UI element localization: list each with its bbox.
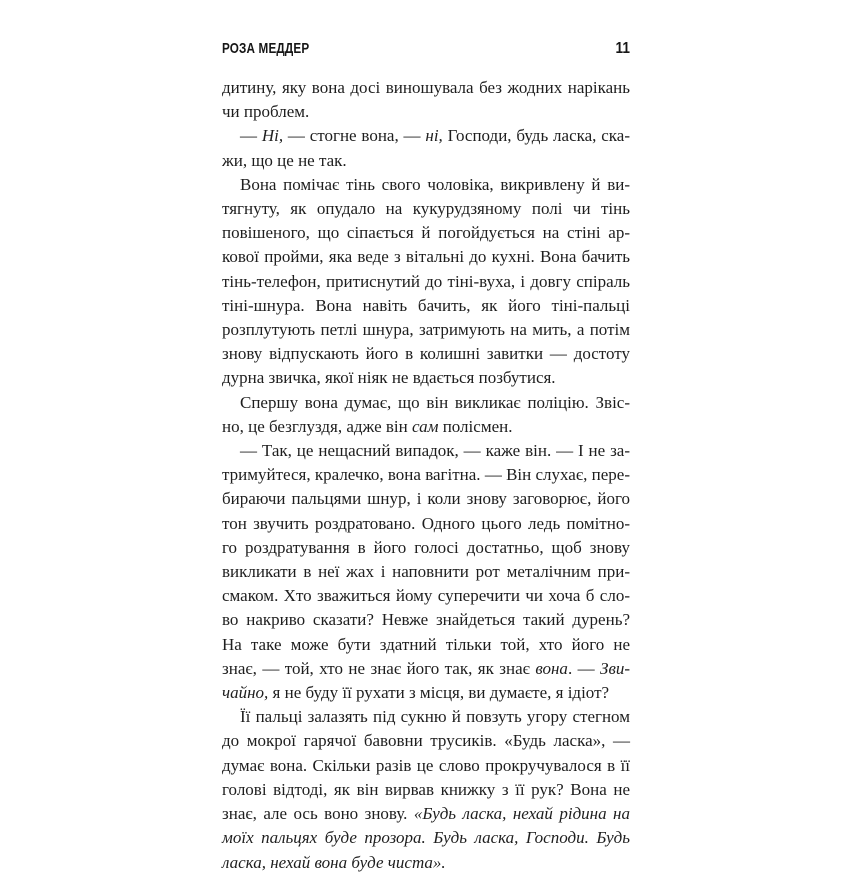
- text-line: [222, 560, 630, 584]
- text-run: я не буду її рухати з місця, ви думаєте, я ідіот?: [268, 683, 610, 703]
- text-run: тримуйтеся, кралечко, вона вагітна. — Він слухає, пере-: [222, 465, 630, 485]
- text-line: [222, 391, 630, 415]
- text-line: [222, 657, 630, 681]
- italic-text: Ні,: [261, 126, 284, 146]
- text-line: [222, 245, 630, 269]
- text-run: тіні-шнура. Вона навіть бачить, як його тіні-пальці: [222, 295, 630, 315]
- text-line: [222, 608, 630, 632]
- italic-text: «Будь ласка, нехай рідина на: [413, 804, 630, 824]
- text-line: [222, 681, 630, 705]
- text-run: тон звучить роздратовано. Одного цього ледь помітно-: [222, 513, 630, 533]
- text-run: дурна звичка, якої ніяк не вдається позбутися.: [222, 368, 556, 388]
- text-line: [222, 124, 630, 148]
- text-line: [222, 754, 630, 778]
- text-run: думає вона. Скільки разів це слово прокручувалося в її: [222, 755, 630, 775]
- text-line: [222, 439, 630, 463]
- italic-text: ні,: [425, 126, 443, 146]
- text-line: [222, 826, 630, 850]
- paragraph: [222, 124, 630, 172]
- text-run: розплутують петлі шнура, затримують на мить, а потім: [222, 320, 630, 340]
- text-run: На таке може бути здатний тільки той, хто його не: [222, 634, 630, 654]
- text-line: [222, 512, 630, 536]
- text-line: [222, 270, 630, 294]
- text-run: чи проблем.: [222, 102, 310, 122]
- text-line: [222, 851, 630, 875]
- text-run: жи, що це не так.: [222, 150, 347, 170]
- text-run: го роздратування в його голосі достатньо, щоб знову: [222, 537, 630, 557]
- text-line: [222, 802, 630, 826]
- text-run: знає, але ось воно знову.: [222, 804, 414, 824]
- text-line: [222, 415, 630, 439]
- running-head: РОЗА МЕДДЕР: [222, 40, 310, 57]
- paragraph: [222, 391, 630, 439]
- text-run: повішеного, що сіпається й погойдується на стіні ар-: [222, 223, 630, 243]
- text-run: Вона помічає тінь свого чоловіка, викривлену й ви-: [240, 174, 630, 194]
- text-line: [222, 487, 630, 511]
- text-run: — Так, це нещасний випадок, — каже він. — І не за-: [240, 441, 630, 461]
- italic-text: моїх пальцях буде прозора. Будь ласка, Господи. Будь: [222, 828, 630, 848]
- text-line: [222, 318, 630, 342]
- text-run: знову відпускають його в колишні завитки — достоту: [222, 344, 630, 364]
- text-line: [222, 149, 630, 173]
- text-line: [222, 536, 630, 560]
- text-line: [222, 294, 630, 318]
- text-line: [222, 584, 630, 608]
- italic-text: вона: [535, 658, 568, 678]
- body-text: [222, 76, 630, 875]
- text-line: [222, 705, 630, 729]
- text-line: [222, 366, 630, 390]
- text-run: викликати в неї жах і наповнити рот металічним при-: [222, 562, 630, 582]
- text-line: [222, 76, 630, 100]
- text-run: . —: [567, 658, 601, 678]
- text-line: [222, 197, 630, 221]
- text-run: но, це безглуздя, адже він: [222, 416, 412, 436]
- italic-text: сам: [411, 416, 439, 436]
- page-number: 11: [615, 40, 630, 57]
- text-line: [222, 173, 630, 197]
- text-run: дитину, яку вона досі виношувала без жодних нарікань: [222, 78, 630, 97]
- text-line: [222, 342, 630, 366]
- text-run: кової пройми, яка веде з вітальні до кухні. Вона бачить: [222, 247, 630, 267]
- paragraph: [222, 76, 630, 124]
- paragraph: [222, 173, 630, 391]
- text-line: [222, 221, 630, 245]
- text-run: тягнуту, як опудало на кукурудзяному полі чи тінь: [222, 199, 630, 219]
- text-run: бираючи пальцями шнур, і коли знову заговорює, його: [222, 489, 630, 509]
- text-run: Спершу вона думає, що він викликає поліцію. Звіс-: [240, 392, 630, 412]
- text-line: [222, 633, 630, 657]
- text-run: полісмен.: [438, 416, 513, 436]
- paragraph: [222, 439, 630, 705]
- page-header: [222, 40, 630, 64]
- text-run: до мокрої гарячої бавовни трусиків. «Будь ласка», —: [222, 731, 630, 751]
- text-run: Господи, будь ласка, ска-: [442, 126, 630, 146]
- text-line: [222, 729, 630, 753]
- italic-text: чайно,: [222, 683, 269, 703]
- italic-text: ласка, нехай вона буде чиста».: [222, 852, 446, 872]
- text-run: смаком. Хто зважиться йому суперечити чи хоча б сло-: [222, 586, 630, 606]
- text-run: Її пальці залазять під сукню й повзуть угору стегном: [240, 707, 630, 727]
- paragraph: [222, 705, 630, 874]
- text-run: голові відтоді, як він вирвав книжку з її рук? Вона не: [222, 779, 630, 799]
- text-run: знає, — той, хто не знає його так, як знає: [222, 658, 536, 678]
- italic-text: Зви-: [600, 658, 631, 678]
- text-run: тінь-телефон, притиснутий до тіні-вуха, і довгу спіраль: [222, 271, 630, 291]
- text-line: [222, 100, 630, 124]
- text-line: [222, 463, 630, 487]
- text-run: во накриво сказати? Невже знайдеться такий дурень?: [222, 610, 630, 630]
- text-run: — стогне вона, —: [283, 126, 426, 146]
- text-run: —: [240, 126, 262, 146]
- text-line: [222, 778, 630, 802]
